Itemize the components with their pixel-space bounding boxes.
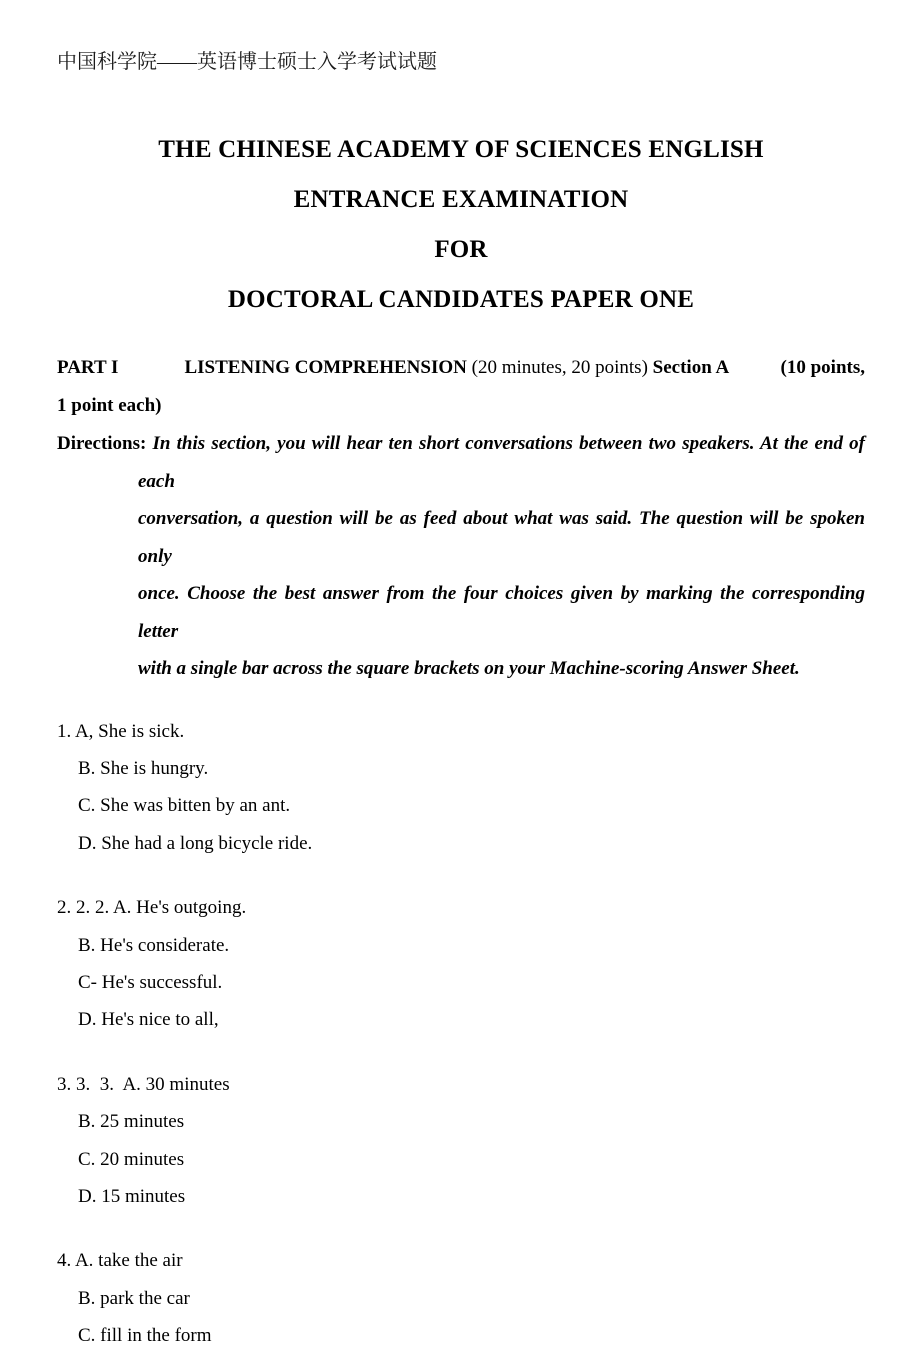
exam-title-line-2: ENTRANCE EXAMINATION [293,186,629,213]
part-heading-line-2: 1 point each) [57,395,162,416]
page-header-chinese: 中国科学院——英语博士硕士入学考试试题 [57,51,437,73]
exam-title [57,125,865,325]
question-1-option-d: D. She had a long bicycle ride. [78,832,313,854]
directions-line-2: conversation, a question will be as feed about what was said. The question will be spoken only [138,508,865,567]
directions-line-1 [57,425,866,500]
directions-label: Directions: [57,433,147,454]
question-1-stem: 1. A, She is sick. [57,720,185,742]
exam-title-line-3: FOR [434,236,488,263]
question-4-option-c: C. fill in the form [78,1325,212,1347]
question-3-option-b: B. 25 minutes [78,1111,185,1133]
section-title: LISTENING COMPREHENSION [184,357,467,378]
question-1-option-b: B. She is hungry. [78,757,209,779]
directions-block [57,425,865,688]
question-3 [57,1066,865,1216]
directions-line-4: with a single bar across the square brackets on your Machine-scoring Answer Sheet. [138,658,800,679]
points-label: (10 points, [780,357,865,378]
question-3-stem: 3. 3. 3. A. 30 minutes [57,1073,230,1095]
part-label: PART I [57,357,119,378]
section-label: Section A [652,357,730,378]
question-2-option-d: D. He's nice to all, [78,1009,219,1031]
question-list [57,713,865,1355]
exam-title-line-1: THE CHINESE ACADEMY OF SCIENCES ENGLISH [158,136,764,163]
part-heading-line-1 [57,349,865,387]
question-4-option-b: B. park the car [78,1287,190,1309]
directions-text: In this section, you will hear ten short conversations between two speakers. At the end of each [138,433,866,492]
part-heading [57,349,865,425]
exam-title-line-4: DOCTORAL CANDIDATES PAPER ONE [227,286,695,313]
question-1-option-c: C. She was bitten by an ant. [78,795,291,817]
question-2-stem: 2. 2. 2. A. He's outgoing. [57,897,247,919]
section-meta: (20 minutes, 20 points) [466,357,653,378]
question-1 [57,713,865,863]
question-2-option-c: C- He's successful. [78,971,223,993]
question-3-option-d: D. 15 minutes [78,1185,186,1207]
question-3-option-c: C. 20 minutes [78,1148,185,1170]
directions-line-3: once. Choose the best answer from the four choices given by marking the corresponding letter [138,583,865,642]
question-2-option-b: B. He's considerate. [78,934,230,956]
question-4-stem: 4. A. take the air [57,1250,183,1272]
question-4 [57,1242,865,1354]
question-2 [57,889,865,1039]
